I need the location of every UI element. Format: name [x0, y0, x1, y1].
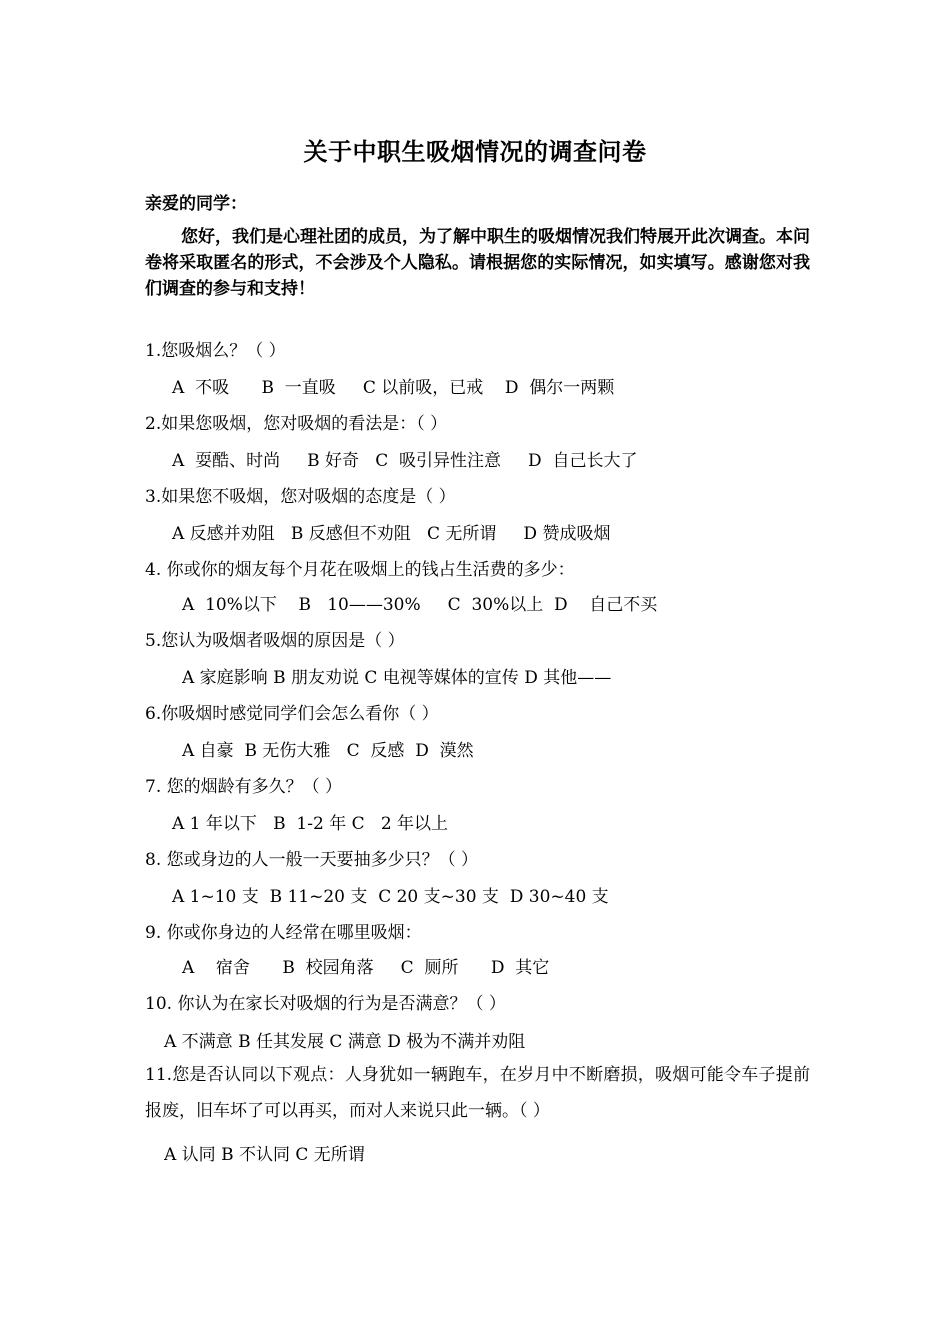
question-7: 7. 您的烟龄有多久？（ ）: [145, 777, 343, 797]
intro-paragraph: 您好，我们是心理社团的成员，为了解中职生的吸烟情况我们特展开此次调查。本问卷将采取匿名的形式，不会涉及个人隐私。请根据您的实际情况，如实填写。感谢您对我们调查的参与和支持！: [145, 227, 810, 299]
question-11: 11.您是否认同以下观点：人身犹如一辆跑车，在岁月中不断磨损，吸烟可能令车子提前报废，旧车坏了可以再买，而对人来说只此一辆。（ ）: [145, 1065, 810, 1121]
greeting: 亲爱的同学：: [145, 194, 247, 214]
question-6-options: A 自豪 B 无伤大雅 C 反感 D 漠然: [182, 741, 474, 761]
question-9-options: A 宿舍 B 校园角落 C 厕所 D 其它: [182, 958, 550, 978]
question-4: 4. 你或你的烟友每个月花在吸烟上的钱占生活费的多少：: [145, 560, 575, 580]
question-8: 8. 您或身边的人一般一天要抽多少只？（ ）: [145, 850, 479, 870]
question-3: 3.如果您不吸烟，您对吸烟的态度是（ ）: [145, 487, 456, 507]
question-3-options: A 反感并劝阻 B 反感但不劝阻 C 无所谓 D 赞成吸烟: [172, 524, 611, 544]
question-4-options: A 10%以下 B 10——30% C 30%以上 D 自己不买: [182, 595, 658, 615]
question-5-options: A 家庭影响 B 朋友劝说 C 电视等媒体的宣传 D 其他——: [182, 668, 612, 688]
question-1: 1.您吸烟么？（ ）: [145, 341, 286, 361]
question-5: 5.您认为吸烟者吸烟的原因是（ ）: [145, 631, 405, 651]
question-10-options: A 不满意 B 任其发展 C 满意 D 极为不满并劝阻: [164, 1032, 526, 1052]
question-2-options: A 耍酷、时尚 B 好奇 C 吸引异性注意 D 自己长大了: [172, 451, 638, 471]
question-7-options: A 1 年以下 B 1-2 年 C 2 年以上: [172, 814, 449, 834]
question-8-options: A 1~10 支 B 11~20 支 C 20 支~30 支 D 30~40 支: [172, 887, 609, 907]
question-2: 2.如果您吸烟，您对吸烟的看法是：（ ）: [145, 414, 448, 434]
page-title: 关于中职生吸烟情况的调查问卷: [303, 137, 647, 166]
question-11-options: A 认同 B 不认同 C 无所谓: [164, 1145, 365, 1165]
question-10: 10. 你认为在家长对吸烟的行为是否满意？（ ）: [145, 994, 506, 1014]
question-1-options: A 不吸 B 一直吸 C 以前吸，已戒 D 偶尔一两颗: [172, 378, 615, 398]
question-6: 6.你吸烟时感觉同学们会怎么看你（ ）: [145, 704, 439, 724]
question-9: 9. 你或你身边的人经常在哪里吸烟：: [145, 923, 422, 943]
